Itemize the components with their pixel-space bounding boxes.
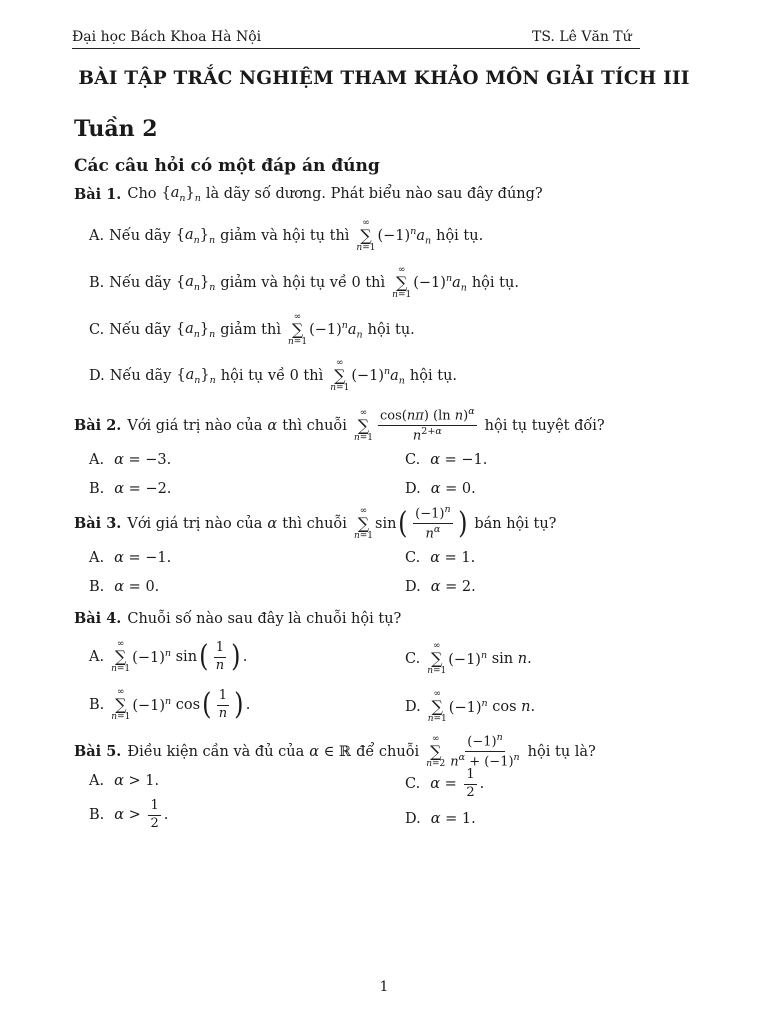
q1-option-b[interactable]: B. Nếu dãy $\{a_n\}_n$ giảm và hội tụ về 0 thì ∞ ∑ n=1 $(-1)^na_n$ hội tụ.	[89, 265, 519, 300]
section-heading: Các câu hỏi có một đáp án đúng	[74, 156, 380, 176]
q2-label: Bài 2.	[74, 417, 122, 435]
q5-option-b[interactable]: B. α > $\frac{1}{2}$ .	[89, 798, 169, 831]
q4-option-c[interactable]: C. ∞ ∑ n=1 $(-1)^n$ sin n.	[405, 641, 532, 676]
q1-label: Bài 1.	[74, 185, 122, 203]
sum-symbol: ∞ ∑ n=1	[287, 312, 308, 347]
q4-option-d[interactable]: D. ∞ ∑ n=1 $(-1)^n$ cos n.	[405, 689, 536, 724]
week-heading: Tuần 2	[74, 116, 158, 142]
sum-symbol: ∞ ∑ n=1	[356, 218, 376, 253]
sum-symbol: ∞ ∑ n=1	[111, 639, 131, 674]
q1-option-a[interactable]: A. Nếu dãy $\{a_n\}_n$ giảm và hội tụ thì ∞ ∑ n=1 $(-1)^na_n$ hội tụ.	[89, 218, 484, 253]
sum-symbol: ∞ ∑ n=1	[427, 689, 447, 724]
q3-option-d[interactable]: D. α = 2.	[405, 579, 476, 595]
q1-option-d[interactable]: D. Nếu dãy $\{a_n\}_n$ hội tụ về 0 thì ∞ ∑ n=1 $(-1)^na_n$ hội tụ.	[89, 358, 458, 393]
q5-option-d[interactable]: D. α = 1.	[405, 811, 476, 827]
q3-label: Bài 3.	[74, 515, 122, 533]
page-number: 1	[379, 979, 389, 995]
q1-prompt: Bài 1. Cho $\{a_n\}_n$ là dãy số dương. Phát biểu nào sau đây đúng?	[74, 185, 543, 204]
q4-option-a[interactable]: A. ∞ ∑ n=1 $(-1)^n$ sin ( $\frac{1}{n}$ ) .	[89, 639, 248, 674]
seq-an: $\{a_n\}_n$	[161, 185, 201, 204]
q3-option-a[interactable]: A. α = −1.	[89, 550, 172, 566]
q5-option-a[interactable]: A. α > 1.	[89, 773, 160, 789]
header-institution: Đại học Bách Khoa Hà Nội	[72, 29, 262, 45]
header-rule	[72, 48, 640, 49]
q2-prompt: Bài 2. Với giá trị nào của α thì chuỗi ∞ ∑ n=1 $\frac{\cos(n\pi) (\ln n)^\alpha}{n^{2+\alpha}}$ hội tụ tuyệt đối?	[74, 406, 605, 444]
q3-option-c[interactable]: C. α = 1.	[405, 550, 476, 566]
series-term-fraction: $\frac{(-1)^n}{n^\alpha + (-1)^n}$	[450, 732, 520, 770]
q1-option-c[interactable]: C. Nếu dãy $\{a_n\}_n$ giảm thì ∞ ∑ n=1 $(-1)^na_n$ hội tụ.	[89, 312, 415, 347]
sin-argument-fraction: $\frac{(-1)^n}{n^\alpha}$	[415, 504, 451, 542]
sum-symbol: ∞ ∑ n=1	[353, 505, 374, 541]
q4-option-b[interactable]: B. ∞ ∑ n=1 $(-1)^n$ cos ( $\frac{1}{n}$ ) .	[89, 687, 251, 722]
q5-option-c[interactable]: C. α = $\frac{1}{2}$ .	[405, 767, 485, 800]
header-author: TS. Lê Văn Tứ	[532, 29, 632, 45]
sum-symbol: ∞ ∑ n=1	[427, 641, 447, 676]
q2-option-c[interactable]: C. α = −1.	[405, 452, 488, 468]
sum-symbol: ∞ ∑ n=1	[353, 407, 374, 443]
q4-label: Bài 4.	[74, 610, 122, 627]
q5-label: Bài 5.	[74, 743, 122, 761]
sum-symbol: ∞ ∑ n=1	[111, 687, 131, 722]
q5-prompt: Bài 5. Điều kiện cần và đủ của α ∈ ℝ để chuỗi ∞ ∑ n=2 $\frac{(-1)^n}{n^\alpha + (-1)^n}$ hội tụ là?	[74, 732, 596, 770]
q4-prompt: Bài 4. Chuỗi số nào sau đây là chuỗi hội tụ?	[74, 610, 402, 627]
sum-symbol: ∞ ∑ n=1	[330, 358, 350, 393]
q2-option-b[interactable]: B. α = −2.	[89, 481, 172, 497]
q3-prompt: Bài 3. Với giá trị nào của α thì chuỗi ∞ ∑ n=1 sin ( $\frac{(-1)^n}{n^\alpha}$ ) bán hội tụ?	[74, 504, 557, 542]
sum-symbol: ∞ ∑ n=1	[392, 265, 412, 300]
q2-option-a[interactable]: A. α = −3.	[89, 452, 172, 468]
document-title: BÀI TẬP TRẮC NGHIỆM THAM KHẢO MÔN GIẢI TÍCH III	[78, 68, 690, 89]
sum-symbol: ∞ ∑ n=2	[426, 733, 446, 769]
q3-option-b[interactable]: B. α = 0.	[89, 579, 160, 595]
q2-option-d[interactable]: D. α = 0.	[405, 481, 476, 497]
series-term-fraction: $\frac{\cos(n\pi) (\ln n)^\alpha}{n^{2+\alpha}}$	[380, 406, 475, 444]
